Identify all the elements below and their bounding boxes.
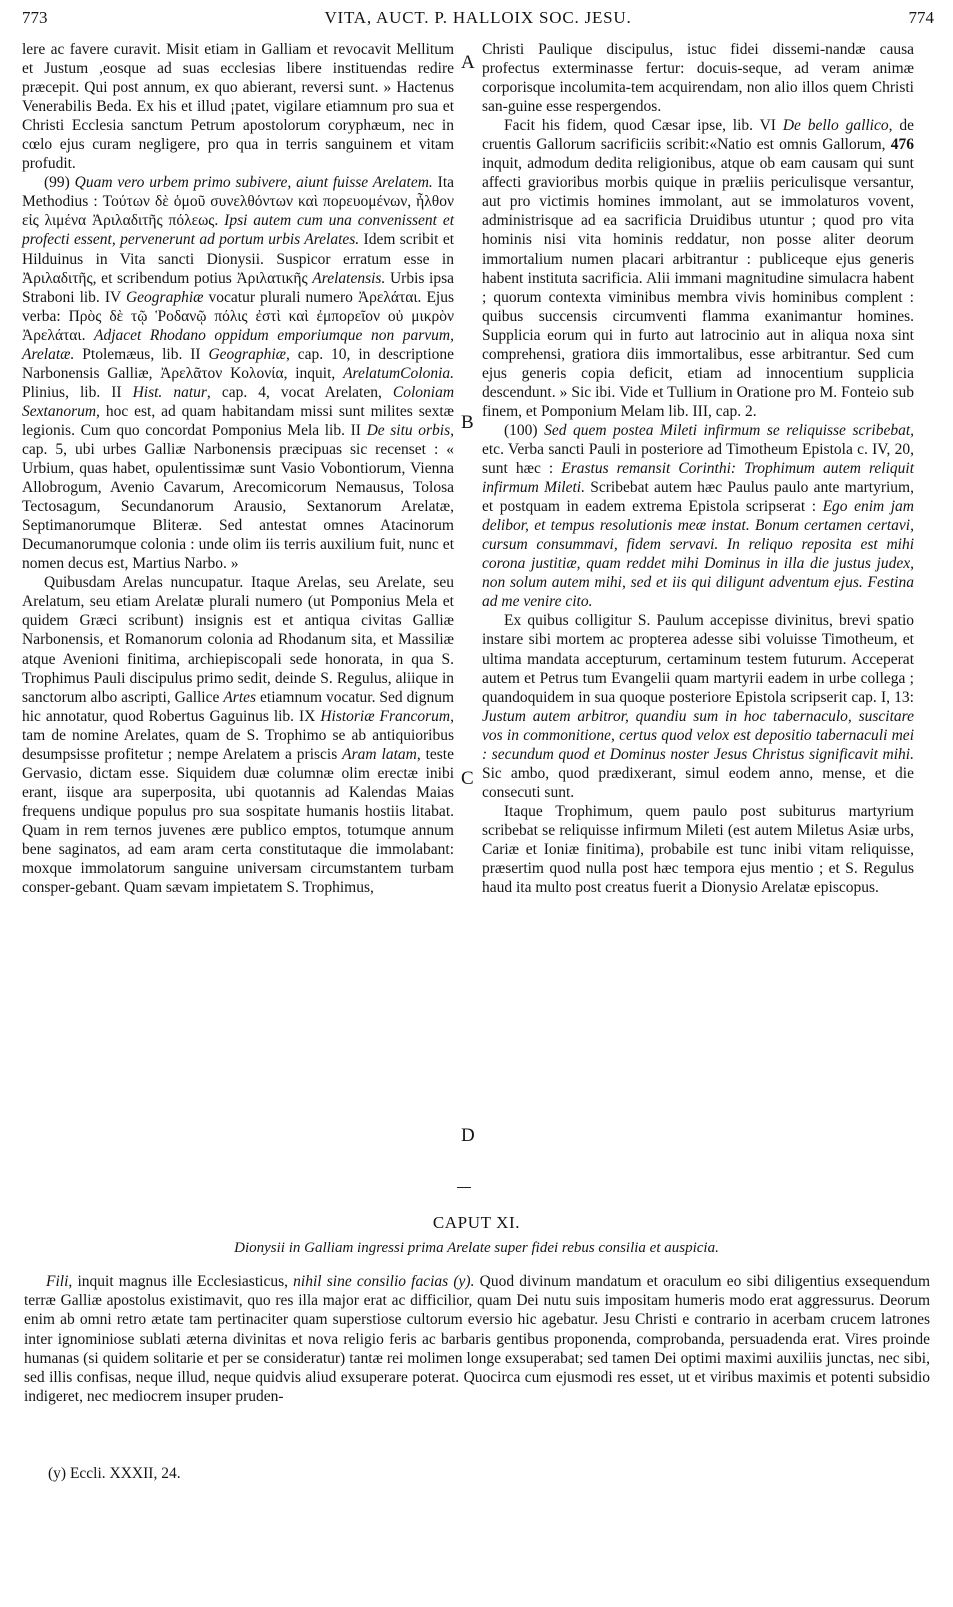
italic-title: Geographiæ, (208, 345, 290, 363)
left-column (22, 40, 454, 897)
quotation: Justum autem arbitror, quandiu sum in hoc tabernaculo, suscitare vos in commonitione, certus quod velox est depositio tabernaculi mei : secundum quod et Dominus noster Jesus Christus significavit mihi. (482, 707, 914, 763)
italic-title: Hist. natur (132, 383, 207, 401)
paragraph (22, 573, 454, 897)
paragraph (482, 116, 914, 421)
running-header (22, 8, 934, 30)
italic-title: Historiæ Francorum, (320, 707, 455, 725)
paragraph-text: inquit magnus ille Ecclesiasticus, (77, 1273, 288, 1290)
translation: Ipsi autem cum una convenissent et profecti essent, pervenerunt ad portum urbis Arelates. (22, 212, 455, 249)
paragraph-text: cap. 5, ubi urbes Galliæ Narbonensis præcipuas sic recenset : « Urbium, quas habet, opulentissimæ sunt Vasio Vobontiorum, Vienna Allobrogum, Avenio Cavarum, Arecomicorum Nemausus, Tolosa Tectosagum, Secundanorum Arausio, Sextanorum Arelatæ, Septimanorumque Bliteræ. Sed antestat omnes Atacinorum Decumanorumque colonia : unde olim iis terris auxilium fuit, nunc et nomen decus est, Martius Narbo. » (22, 440, 454, 573)
paragraph-text: Ptolemæus, lib. II (82, 345, 201, 363)
paragraph-text: vocatur plurali numero Ἀρελάται. Ejus verba: Πρὸς δὲ τῷ Ῥοδανῷ πόλις ἐστὶ καὶ ἐμπορεῖον οὐ μικρὸν Ἀρελάται. (22, 288, 455, 344)
margin-letter-b: B (461, 412, 474, 433)
paragraph-text: cap. 10, in descriptione Narbonensis Galliæ, Ἀρελᾶτον Κολονία, inquit, (22, 345, 455, 382)
note-number: (100) (504, 421, 538, 439)
paragraph-text: Idem scribit et Hilduinus in Vita sancti Dionysii. Suspicor erratum esse in Ἀριλαδιτῆς, et scribendum potius Ἀριλατικῆς (22, 231, 455, 287)
column-number: 476 (890, 136, 914, 154)
running-title: VITA, AUCT. P. HALLOIX SOC. JESU. (324, 8, 632, 27)
paragraph-text: Ita Methodius : Τούτων δὲ ὁμοῦ συνελθόντων καὶ πορευομένων, ἦλθον εἰς λιμένα Ἀριλαδιτῆς πόλεως. (22, 174, 455, 230)
page-number-right: 774 (908, 8, 934, 27)
lemma: Sed quem postea Mileti infirmum se reliquisse scribebat, (544, 421, 914, 439)
italic-term: Fili, (46, 1273, 73, 1290)
paragraph-text: Plinius, lib. II (22, 383, 122, 401)
italic-title: Geographiæ (125, 288, 204, 306)
quotation: Erastus remansit Corinthi: Trophimum autem reliquit infirmum Mileti. (482, 460, 915, 497)
paragraph (482, 611, 914, 801)
right-column (482, 40, 914, 897)
italic-term: ArelatumColonia. (343, 364, 454, 382)
note-99 (22, 173, 454, 573)
paragraph (24, 1272, 930, 1406)
chapter-body (24, 1272, 930, 1406)
paragraph-text: teste Gervasio, dictam esse. Siquidem duæ columnæ olim erectæ inibi erant, iisque ara superposita, ubi quotannis ad Kalendas Maias frequens undique populus pro sua sospitate humanis hostiis litabat. Quam in rem ternos juvenes ære publico emptos, totumque annum bene saginatos, ad eam aram certa constitutaque die immolabant: moxque immolatorum sanguine universam circumstantem turbam consper-gebant. Quam sævam impietatem S. Trophimus, (22, 745, 454, 897)
quotation: nihil sine consilio facias (y). (293, 1273, 475, 1290)
paragraph-text: Ex quibus colligitur S. Paulum accepisse divinitus, brevi spatio instare sibi mortem ac propterea adesse sibi voluisse Timotheum, et ultima mandata accepturum, certaminum testem futurum. Acceperat autem et Petrus tum Evangelii quam martyrii eadem in urbe collega ; quandoquidem in sua quoque posteriore Epistola scripserit cap. I, 13: (482, 612, 914, 706)
italic-term: Artes (223, 688, 257, 706)
italic-term: Coloniam Sextanorum, (22, 383, 455, 420)
margin-letter-c: C (461, 768, 474, 789)
paragraph-text: Scribebat autem hæc Paulus paulo ante martyrium, et postquam in eadem extrema Epistola scripserat : (482, 479, 914, 516)
paragraph-text: Quod divinum mandatum et oraculum eo sibi diligentius exsequendum terræ Galliæ apostolus existimavit, quo res illa major erat ac difficilior, quam Dei nutu suis impositam humeris modo erat aggressurus. Deorum enim ab omni retro ætate tam pertinaciter quam superstiose cultorum eversio hic agebatur. Jesu Christi e contrario in acerbam crucem latrones inter ignominiose sublati æterna divinitas et nova religio feris ac barbaris gentibus proponenda, comprobanda, persuadenda erat. Vires proinde humanas (si quidem solitarie et per se consideratur) tantæ rei molimen longe exsuperabat; sed tamen Dei optimi maximi auxiliis junctas, nec sibi, sed illis confisas, neque illud, neque quidvis aliud exsuperare poterat. Quocirca cum ejusmodi res esset, ut et viribus maximis et potenti subsidio indigeret, nec mediocrem insuper pruden- (24, 1273, 931, 1406)
quotation: Ego enim jam delibor, et tempus resolutionis meæ instat. Bonum certamen certavi, cursum consummavi, fidem servavi. In reliquo reposita est mihi corona justitiæ, quam reddet mihi Dominus in illa die justus judex, non solum autem mihi, sed et iis qui diligunt adventum ejus. Festina ad me venire cito. (482, 498, 914, 611)
paragraph (482, 40, 914, 116)
chapter-title: CAPUT XI. (432, 1213, 521, 1232)
italic-term: Aram latam, (342, 745, 421, 763)
paragraph (482, 802, 914, 897)
note-100 (482, 421, 914, 611)
paragraph-text: Sic ambo, quod prædixerant, simul eodem anno, mense, et die consecuti sunt. (482, 764, 914, 801)
italic-title: De bello gallico, (782, 117, 893, 135)
paragraph-text: Urbis ipsa Straboni lib. IV (22, 269, 455, 306)
italic-term: Arelatensis. (312, 269, 386, 287)
margin-letter-a: A (461, 52, 475, 73)
paragraph-text: , cap. 4, vocat Arelaten, (206, 383, 382, 401)
paragraph-text: hoc est, ad quam habitandam missi sunt milites sextæ legionis. Cum quo concordat Pomponius Mela lib. II (22, 402, 454, 439)
paragraph-text: Facit his fidem, quod Cæsar ipse, lib. VI (504, 117, 776, 135)
paragraph-text: Christi Paulique discipulus, istuc fidei dissemi-nandæ causa profectus exterminasse fertur: docuis-seque, ad veram animæ corporisque incolumita-tem acquirendam, non alio illos quem Christi san-guine esse respergendos. (482, 41, 914, 116)
paragraph-text: Itaque Trophimum, quem paulo post subiturus martyrium scribebat se reliquisse infirmum Mileti (est autem Miletus Asiæ urbs, Cariæ et Ioniæ finitima), probabile est tunc inibi vitam reliquisse, præsertim quod nulla post hæc tempora ejus mentio ; et S. Regulus haud ita multo post creatus fuerit a Dionysio Arelatæ episcopus. (482, 802, 914, 897)
paragraph-text: Quibusdam Arelas nuncupatur. Itaque Arelas, seu Arelate, seu Arelatum, seu etiam Arelatæ plurali numero (ut Pomponius Mela et quidem Græci scribunt) insignis est et antiqua civitas Galliæ Narbonensis, et Romanorum colonia ad Rhodanum sita, et Massiliæ atque Avenioni finitima, archiepiscopali sede honorata, in qua S. Trophimus Pauli discipulus primo sedit, deinde S. Regulus, aliique in sanctorum albo ascripti, Gallice (22, 574, 454, 706)
chapter-subtitle: Dionysii in Galliam ingressi prima Arelate super fidei rebus consilia et auspicia. (234, 1240, 719, 1256)
paragraph-text: tam de nomine Arelates, quam de S. Trophimo se ab antiquioribus desumpsisse profitetur ; nempe Arelatem a priscis (22, 726, 454, 763)
paragraph (22, 40, 454, 173)
note-number: (99) (44, 174, 70, 192)
paragraph-text: inquit, admodum dedita religionibus, atque ob eam causam qui sunt affecti gravioribus morbis quique in præliis periculisque versantur, aut pro victimis homines immolant, aut se immolaturos vovent, administrisque ad ea sacrificia Druidibus utuntur ; quod pro vita hominis nisi vita hominis reddatur, non posse aliter deorum immortalium numen placari arbitrantur : publiceque ejus generis habent instituta sacrificia. Alii immani magnitudine simulacra habent ; quorum contexta viminibus membra vivis hominibus complent : quibus succensis circumventi flamma exanimantur homines. Supplicia eorum qui in furto aut latrocinio aut in aliqua noxa sint comprehensi, gratiora diis immortalibus, esse arbitrantur. Sed cum ejus generis copia deficit, etiam ad innocentium supplicia descendunt. » Sic ibi. Vide et Tullium in Oratione pro M. Fonteio sub finem, et Pomponium Melam lib. III, cap. 2. (482, 155, 914, 420)
margin-letter-d: D (461, 1125, 475, 1146)
lemma: Quam vero urbem primo subivere, aiunt fuisse Arelatem. (74, 174, 433, 192)
section-separator (457, 1187, 471, 1188)
footnote: (y) Eccli. XXXII, 24. (48, 1465, 181, 1482)
translation: Adjacet Rhodano oppidum emporiumque non parvum, Arelatæ. (22, 326, 454, 363)
paragraph-text: etiamnum vocatur. Sed dignum hic annotatur, quod Robertus Gaguinus lib. IX (22, 688, 454, 725)
paragraph-text: de cruentis Gallorum sacrificiis scribit:«Natio est omnis Gallorum, (482, 117, 914, 154)
italic-title: De situ orbis, (366, 421, 455, 439)
paragraph-text: etc. Verba sancti Pauli in posteriore ad Timotheum Epistola c. IV, 20, sunt hæc : (482, 440, 914, 478)
paragraph-text: lere ac favere curavit. Misit etiam in Galliam et revocavit Mellitum et Justum ,eosque ad suas ecclesias libere instituendas redire præcepit. Qui post annum, ex quo abierant, reversi sunt. » Hactenus Venerabilis Beda. Ex his et illud ¡patet, vigilare etiamnum pro sua et Christi Ecclesia sanctum Petrum apostolorum coryphæum, nec in cœlo ejus curam negligere, pro qua in terris sanguinem et vitam profudit. (22, 41, 454, 173)
page-number-left: 773 (22, 8, 48, 27)
